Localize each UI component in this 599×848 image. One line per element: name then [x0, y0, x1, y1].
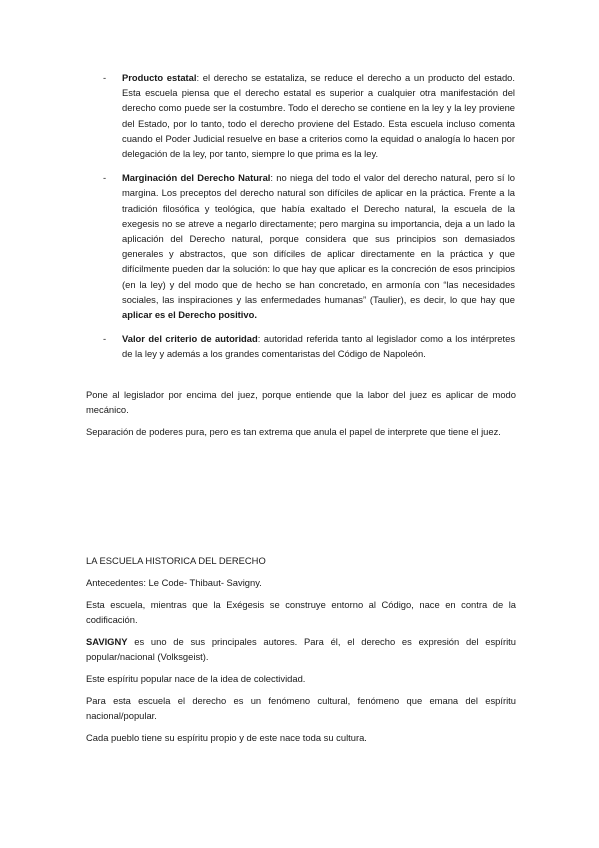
- bullet-dash: -: [103, 172, 107, 184]
- savigny-name: SAVIGNY: [86, 636, 128, 647]
- bullet-valor-criterio: [0, 331, 599, 361]
- bullet-text: : no niega del todo el valor del derecho natural, pero sí lo margina. Los preceptos del derecho natural son difíciles de aplicar en la práctica. Frente a la tradición filosófica y teológica, que había exaltado el Derecho natural, la escuela de la exegesis no se atreve a negarlo directamente; pero margina su importancia, deja a un lado la aplicación del Derecho natural, porque considera que sus principios son demasiados generales y abstractos, que son difíciles de aplicar directamente en la práctica y que difícilmente pueden dar la solución: lo que hay que aplicar es la concreción de esos principios (en la ley) y del modo que de hecho se han concretado, en armonía con “las necesidades sociales, las inspiraciones y las enfermedades humanas” (Taulier), es decir, lo que hay que: [122, 172, 515, 305]
- bullet-bold-tail: aplicar es el Derecho positivo.: [122, 309, 257, 321]
- paragraph-legislador: Pone al legislador por encima del juez, porque entiende que la labor del juez es aplicar de modo mecánico.: [86, 389, 516, 416]
- paragraph-cada-pueblo: Cada pueblo tiene su espíritu propio y de este nace toda su cultura.: [86, 732, 367, 743]
- paragraph-exegesis: Esta escuela, mientras que la Exégesis se construye entorno al Código, nace en contra de la codificación.: [86, 599, 516, 626]
- bullet-producto-estatal: [0, 70, 599, 161]
- bullet-term: Marginación del Derecho Natural: [122, 172, 271, 184]
- paragraph-savigny: [86, 634, 516, 664]
- paragraph-separacion-poderes: Separación de poderes pura, pero es tan extrema que anula el papel de interprete que tiene el juez.: [86, 426, 501, 437]
- bullet-marginacion: [0, 170, 599, 322]
- bullet-term: Producto estatal: [122, 72, 197, 83]
- bullet-text: : el derecho se estataliza, se reduce el derecho a un producto del estado. Esta escuela piensa que el derecho estatal es superior a cualquier otra manifestación del derecho como puede ser la costumbre. Todo el derecho se contiene en la ley y la ley proviene del Estado, por lo tanto, todo el derecho proviene del Estado. Esta escuela incluso comenta cuando el Poder Judicial resuelve en base a criterios como la equidad o analogía lo hacen por delegación de la ley, por tanto, siempre lo que prima es la ley.: [122, 72, 515, 160]
- section-heading: LA ESCUELA HISTORICA DEL DERECHO: [86, 555, 266, 566]
- paragraph-espiritu-popular: Este espíritu popular nace de la idea de colectividad.: [86, 673, 306, 684]
- savigny-text: es uno de sus principales autores. Para él, el derecho es expresión del espíritu popular/nacional (Volksgeist).: [86, 636, 516, 663]
- bullet-term: Valor del criterio de autoridad: [122, 333, 258, 345]
- paragraph-antecedentes: Antecedentes: Le Code- Thibaut- Savigny.: [86, 577, 262, 588]
- paragraph-fenomeno-cultural: Para esta escuela el derecho es un fenómeno cultural, fenómeno que emana del espíritu nacional/popular.: [86, 695, 516, 722]
- bullet-dash: -: [103, 333, 107, 345]
- bullet-dash: -: [103, 72, 107, 83]
- bullet-list: [0, 70, 599, 371]
- bullet-text: : autoridad referida tanto al legislador como a los intérpretes de la ley y además a los grandes comentaristas del Código de Napoleón.: [122, 333, 516, 360]
